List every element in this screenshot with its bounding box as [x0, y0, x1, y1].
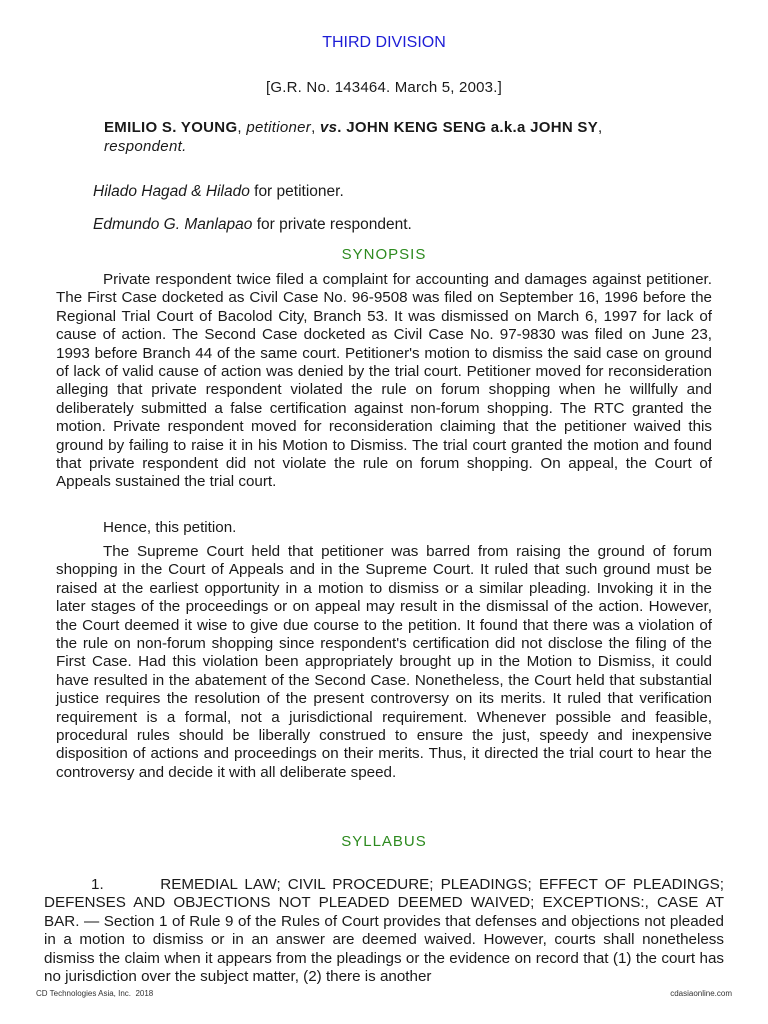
case-caption: EMILIO S. YOUNG, petitioner, vs. JOHN KENG SENG a.k.a JOHN SY, respondent. — [104, 119, 603, 155]
synopsis-paragraph: Private respondent twice filed a complaint for accounting and damages against petitioner. The First Case docketed as Civil Case No. 96-9508 was filed on September 16, 1996 before the Regional Trial Court of Bacolod City, Branch 53. It was dismissed on March 6, 1997 for lack of cause of action. The Second Case docketed as Civil Case No. 97-9830 was filed on June 23, 1993 before Branch 44 of the same court. Petitioner's motion to dismiss the said case on ground of lack of valid cause of action was denied by the trial court. Petitioner moved for reconsideration alleging that private respondent violated the rule on forum shopping when he willfully and deliberately submitted a false certification against non-forum shopping. The RTC granted the motion. Private respondent moved for reconsideration claiming that the petitioner waived this ground by failing to raise it in his Motion to Dismiss. The trial court granted the motion and found that private respondent did not violate the rule on forum shopping. On appeal, the Court of Appeals sustained the trial court. — [56, 271, 712, 491]
petitioner-name: EMILIO S. YOUNG — [104, 119, 238, 136]
petitioner-role: petitioner — [246, 119, 312, 136]
footer-website: cdasiaonline.com — [670, 989, 732, 998]
synopsis-paragraph: The Supreme Court held that petitioner was barred from raising the ground of forum shopping in the Court of Appeals and in the Supreme Court. It ruled that such ground must be raised at the earliest opportunity in a motion to dismiss or a similar pleading. Invoking it in the later stages of the proceedings or on appeal may result in the dismissal of the action. However, the Court deemed it wise to give due course to the petition. It found that there was a violation of the rule on non-forum shopping since respondent's certification did not disclose the filing of the First Case. Had this violation been appropriately brought up in the Motion to Dismiss, it could have resulted in the abatement of the Second Case. Nonetheless, the Court held that substantial justice requires the resolution of the present controversy on its merits. It ruled that verification requirement is a formal, not a jurisdictional requirement. Whenever possible and feasible, procedural rules should be liberally construed to ensure the just, speedy and inexpensive disposition of actions and proceedings on their merits. Thus, it directed the trial court to hear the controversy and decide it with all deliberate speed. — [56, 543, 712, 781]
case-number: [G.R. No. 143464. March 5, 2003.] — [266, 79, 502, 96]
counsel-role: for petitioner. — [249, 183, 344, 200]
synopsis-paragraph: Hence, this petition. — [103, 519, 237, 536]
counsel-role: for private respondent. — [252, 216, 412, 233]
respondent-name: JOHN KENG SENG a.k.a JOHN SY — [346, 119, 599, 136]
counsel-name: Edmundo G. Manlapao — [93, 216, 253, 233]
syllabus-paragraph: 1. REMEDIAL LAW; CIVIL PROCEDURE; PLEADINGS; EFFECT OF PLEADINGS; DEFENSES AND OBJECTIONS NOT PLEADED DEEMED WAIVED; EXCEPTIONS:, CASE AT BAR. — Section 1 of Rule 9 of the Rules of Court provides that defenses and objections not pleaded in a motion to dismiss or in an answer are deemed waived. However, courts shall nonetheless dismiss the claim when it appears from the pleadings or the evidence on record that (1) the court has no jurisdiction over the subject matter, (2) there is another — [44, 876, 724, 986]
respondent-role: respondent — [104, 138, 183, 155]
counsel-respondent — [93, 216, 412, 234]
versus: vs — [320, 119, 338, 136]
counsel-name: Hilado Hagad & Hilado — [93, 183, 250, 200]
syllabus-heading: SYLLABUS — [341, 833, 427, 850]
footer-publisher: CD Technologies Asia, Inc. 2018 — [36, 989, 154, 998]
counsel-petitioner — [93, 183, 344, 201]
division-heading: THIRD DIVISION — [322, 34, 446, 51]
synopsis-heading: SYNOPSIS — [341, 246, 427, 263]
